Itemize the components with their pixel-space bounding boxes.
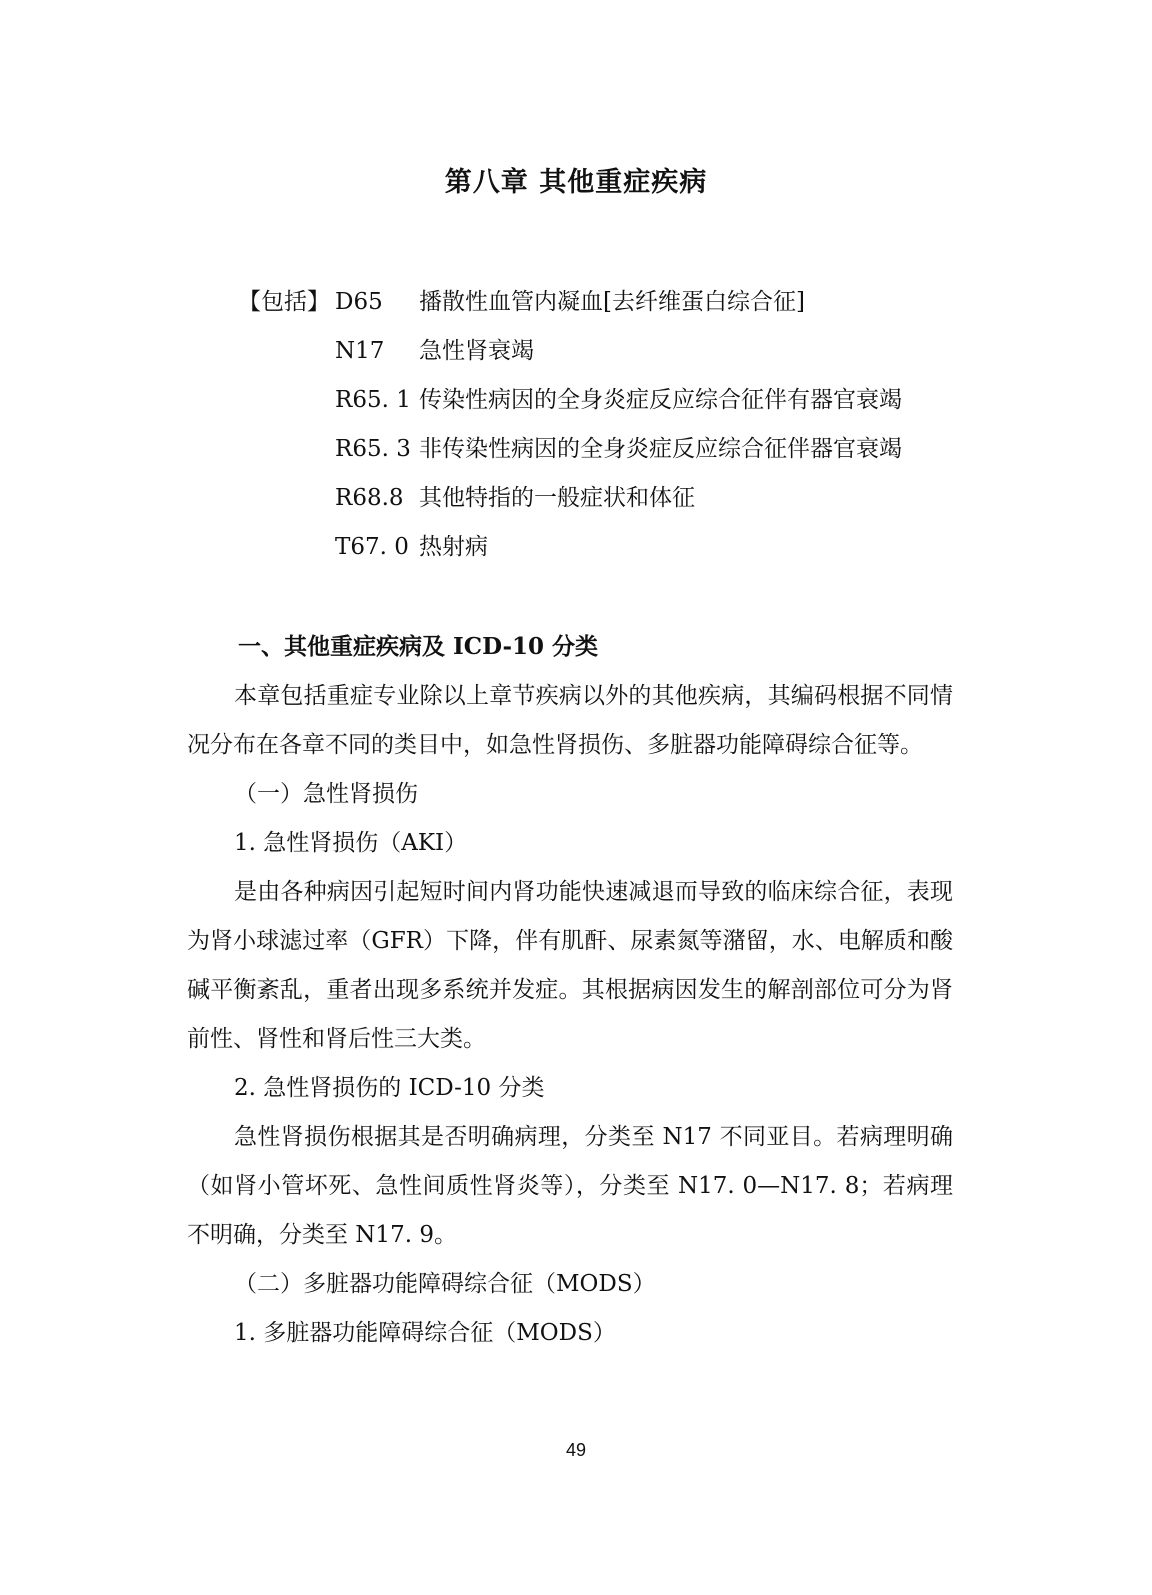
subheading: 2. 急性肾损伤的 ICD-10 分类: [234, 1075, 545, 1101]
subheading: （二）多脏器功能障碍综合征（MODS）: [234, 1271, 656, 1297]
includes-item: [238, 331, 902, 380]
includes-item: [238, 478, 902, 527]
icd-description: 播散性血管内凝血[去纤维蛋白综合征]: [419, 289, 805, 315]
subheading: 1. 急性肾损伤（AKI）: [234, 830, 468, 856]
icd-code: R65. 1: [335, 387, 411, 413]
includes-label: 【包括】: [238, 289, 330, 315]
includes-item: [238, 429, 902, 478]
paragraph: 急性肾损伤根据其是否明确病理，分类至 N17 不同亚目。若病理明确（如肾小管坏死、急性间质性肾炎等），分类至 N17. 0—N17. 8；若病理不明确，分类至 N17. 9。: [187, 1124, 953, 1248]
icd-code: R68.8: [335, 485, 404, 511]
includes-list: [238, 282, 902, 576]
icd-description: 其他特指的一般症状和体征: [419, 485, 695, 511]
body-text: [187, 672, 953, 1358]
subheading: 1. 多脏器功能障碍综合征（MODS）: [234, 1320, 616, 1346]
icd-description: 热射病: [419, 534, 488, 560]
paragraph: 本章包括重症专业除以上章节疾病以外的其他疾病，其编码根据不同情况分布在各章不同的类目中，如急性肾损伤、多脏器功能障碍综合征等。: [187, 683, 953, 758]
subheading: （一）急性肾损伤: [234, 781, 418, 807]
icd-code: R65. 3: [335, 436, 411, 462]
chapter-title: 第八章 其他重症疾病: [444, 167, 708, 198]
icd-code: T67. 0: [335, 534, 409, 560]
icd-description: 非传染性病因的全身炎症反应综合征伴器官衰竭: [419, 436, 902, 462]
paragraph: 是由各种病因引起短时间内肾功能快速减退而导致的临床综合征，表现为肾小球滤过率（GFR）下降，伴有肌酐、尿素氮等潴留，水、电解质和酸碱平衡紊乱，重者出现多系统并发症。其根据病因发生的解剖部位可分为肾前性、肾性和肾后性三大类。: [187, 879, 953, 1052]
section-heading: 一、其他重症疾病及 ICD-10 分类: [238, 633, 599, 660]
icd-description: 传染性病因的全身炎症反应综合征伴有器官衰竭: [419, 387, 902, 413]
includes-item: [238, 380, 902, 429]
icd-code: N17: [335, 338, 385, 364]
page-number: 49: [565, 1440, 587, 1460]
includes-item: [238, 282, 902, 331]
icd-description: 急性肾衰竭: [419, 338, 534, 364]
includes-item: [238, 527, 902, 576]
icd-code: D65: [335, 289, 383, 315]
